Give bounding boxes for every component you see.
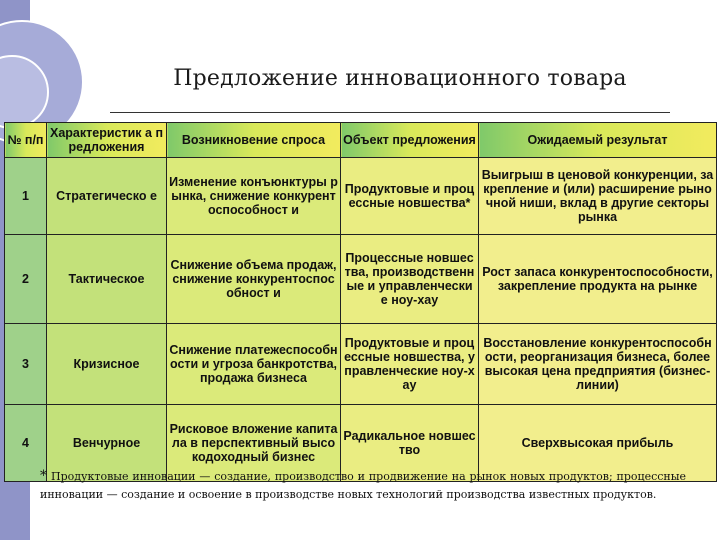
header-characteristic: Характеристик а предложения [47,123,167,158]
footnote-marker: * [40,468,47,484]
cell-number: 1 [5,158,47,235]
table-row [5,158,717,235]
slide-title: Предложение инновационного товара [173,66,627,91]
header-demand: Возникновение спроса [167,123,341,158]
cell-demand: Изменение конъюнктуры рынка, снижение конкурентоспособност и [167,158,341,235]
cell-number: 2 [5,235,47,324]
cell-characteristic: Тактическое [47,235,167,324]
footnote [40,467,686,504]
table-header-row [5,123,717,158]
cell-demand: Рисковое вложение капитала в перспективный высокодоходный бизнес [167,405,341,482]
header-result: Ожидаемый результат [479,123,717,158]
table-row [5,235,717,324]
cell-result: Выигрыш в ценовой конкуренции, закрепление и (или) расширение рыночной ниши, вклад в другие секторы рынка [479,158,717,235]
cell-object: Радикальное новшество [341,405,479,482]
header-number: № п/п [5,123,47,158]
footnote-text: Продуктовые инновации — создание, производство и продвижение на рынок новых продуктов; процессные инновации — создание и освоение в производстве новых технологий производства известных продуктов. [40,470,686,501]
cell-characteristic: Венчурное [47,405,167,482]
cell-number: 3 [5,324,47,405]
cell-number: 4 [5,405,47,482]
cell-object: Процессные новшества, производственн ые и управленческие ноу-хау [341,235,479,324]
innovation-offer-table [4,122,717,482]
cell-object: Продуктовые и процессные новшества, управленческие ноу-хау [341,324,479,405]
cell-result: Рост запаса конкурентоспособности, закрепление продукта на рынке [479,235,717,324]
cell-characteristic: Стратегическо е [47,158,167,235]
header-object: Объект предложения [341,123,479,158]
cell-characteristic: Кризисное [47,324,167,405]
title-underline [110,112,670,113]
cell-demand: Снижение платежеспособности и угроза банкротства, продажа бизнеса [167,324,341,405]
table-row [5,324,717,405]
cell-object: Продуктовые и процессные новшества* [341,158,479,235]
cell-result: Восстановление конкурентоспособности, реорганизация бизнеса, более высокая цена предприятия (бизнес-линии) [479,324,717,405]
cell-demand: Снижение объема продаж, снижение конкурентоспособност и [167,235,341,324]
cell-result: Сверхвысокая прибыль [479,405,717,482]
